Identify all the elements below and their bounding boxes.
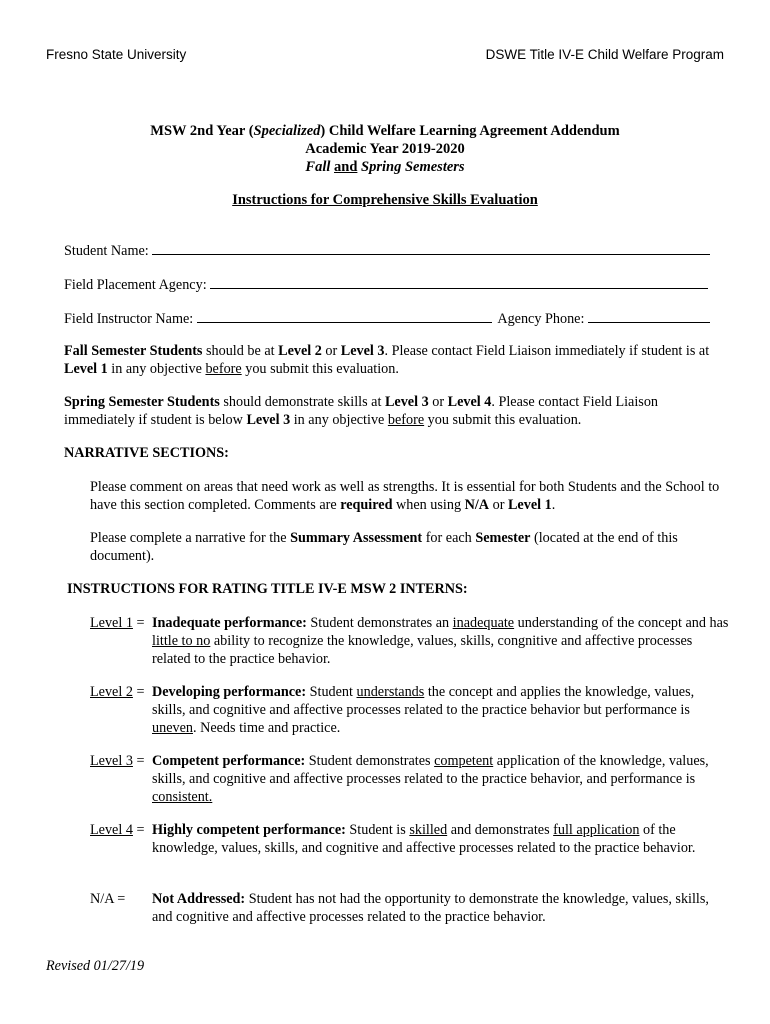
phone-line[interactable] [588, 309, 710, 323]
level-4-definition: Level 4 = Highly competent performance: Student is skilled and demonstrates full application of the knowledge, values, skills, and cognitive and affective processes related to the practice behavior. [90, 822, 696, 856]
header-left: Fresno State University [46, 47, 187, 62]
narrative-heading: NARRATIVE SECTIONS: [64, 445, 229, 461]
instructor-field[interactable]: Field Instructor Name: Agency Phone: [64, 309, 734, 328]
instructions-heading: Instructions for Comprehensive Skills Evaluation [232, 192, 538, 208]
rating-heading: INSTRUCTIONS FOR RATING TITLE IV-E MSW 2 INTERNS: [67, 581, 468, 597]
na-definition: N/A = Not Addressed: Student has not had the opportunity to demonstrate the knowledge, values, skills, and cognitive and affective processes related to the practice behavior. [90, 891, 709, 925]
academic-year: Academic Year 2019-2020 [305, 141, 465, 157]
fall-instructions: Fall Semester Students should be at Level 2 or Level 3. Please contact Field Liaison immediately if student is at Level 1 in any objective before you submit this evaluation. [64, 343, 710, 377]
header-right: DSWE Title IV-E Child Welfare Program [485, 47, 724, 62]
semesters-line: Fall and Spring Semesters [305, 159, 465, 175]
student-name-line[interactable] [152, 241, 710, 255]
level-1-definition: Level 1 = Inadequate performance: Student demonstrates an inadequate understanding of the concept and has little to no ability to recognize the knowledge, values, skills, congnitive and affective processes related to the practice behavior. [90, 615, 729, 667]
document-title: MSW 2nd Year (Specialized) Child Welfare Learning Agreement Addendum [150, 123, 620, 139]
revised-date: Revised 01/27/19 [46, 958, 145, 974]
student-name-field[interactable]: Student Name: [64, 241, 724, 260]
instructor-line[interactable] [197, 309, 492, 323]
agency-field[interactable]: Field Placement Agency: [64, 275, 724, 294]
level-2-definition: Level 2 = Developing performance: Student understands the concept and applies the knowledge, values, skills, and cognitive and affective processes related to the practice behavior but performance is uneven. Needs time and practice. [90, 684, 695, 736]
level-3-definition: Level 3 = Competent performance: Student demonstrates competent application of the knowledge, values, skills, and cognitive and affective processes related to the practice behavior, and performance is consistent. [90, 753, 709, 805]
narrative-paragraph-1: Please comment on areas that need work as well as strengths. It is essential for both Students and the School to have this section completed. Comments are required when using N/A or Level 1. [90, 479, 720, 513]
agency-line[interactable] [210, 275, 708, 289]
narrative-paragraph-2: Please complete a narrative for the Summary Assessment for each Semester (located at the end of this document). [90, 530, 678, 564]
spring-instructions: Spring Semester Students should demonstrate skills at Level 3 or Level 4. Please contact Field Liaison immediately if student is below Level 3 in any objective before you submit this evaluation. [64, 394, 659, 428]
